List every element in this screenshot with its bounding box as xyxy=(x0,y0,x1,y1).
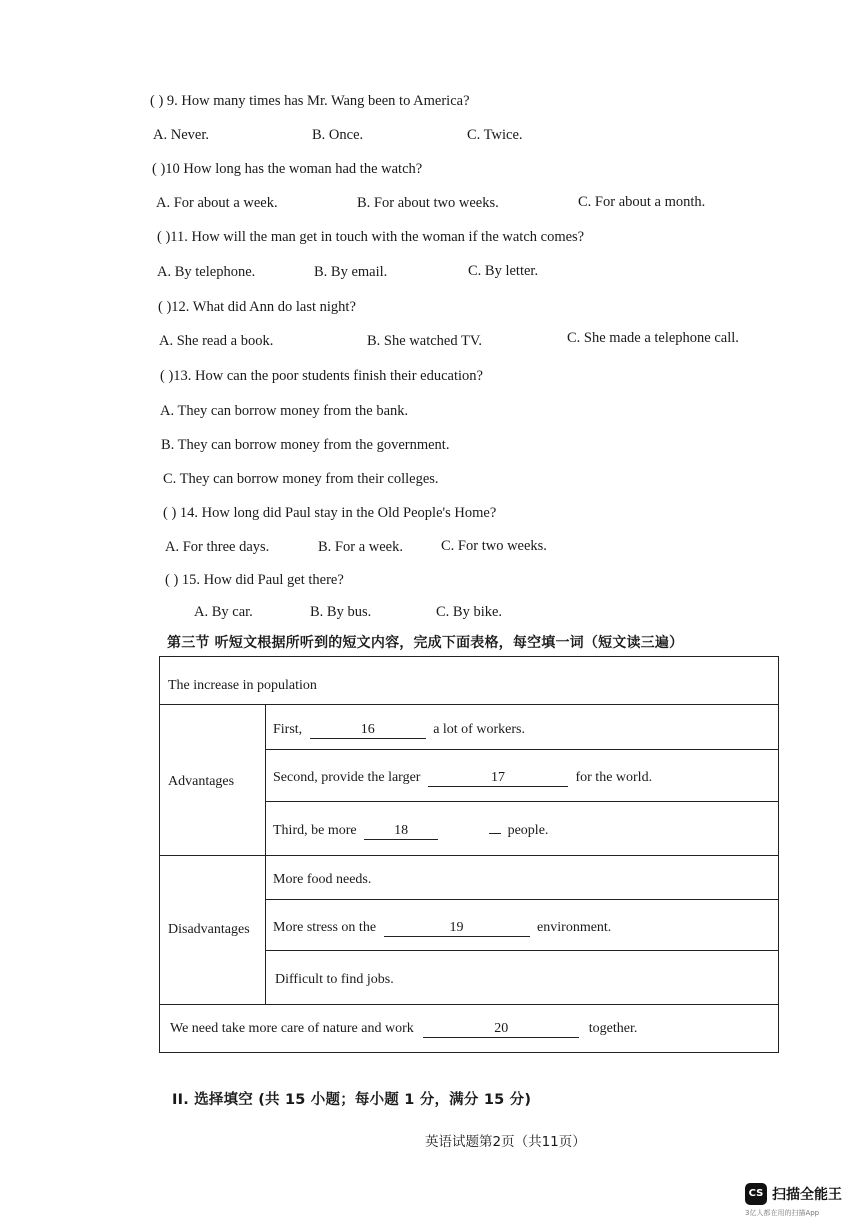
question-11: ( )11. How will the man get in touch with the woman if the watch comes? xyxy=(157,229,585,245)
row-text: Third, be more xyxy=(273,823,357,838)
question-12: ( )12. What did Ann do last night? xyxy=(158,299,356,315)
q15-option-b: B. By bus. xyxy=(310,604,372,620)
question-15: ( ) 15. How did Paul get there? xyxy=(165,572,344,588)
q14-option-b: B. For a week. xyxy=(318,539,403,555)
disadvantage-row-2 xyxy=(273,919,611,937)
q10-option-b: B. For about two weeks. xyxy=(357,195,499,211)
advantage-row-2 xyxy=(273,769,652,787)
q12-option-a: A. She read a book. xyxy=(159,333,274,349)
section-2-heading: II. 选择填空 (共 15 小题；每小题 1 分，满分 15 分) xyxy=(172,1092,532,1108)
q11-option-a: A. By telephone. xyxy=(157,264,256,280)
q11-option-c: C. By letter. xyxy=(468,263,539,279)
section-3-heading: 第三节 听短文根据所听到的短文内容，完成下面表格，每空填一词（短文读三遍） xyxy=(167,635,684,651)
q9-option-c: C. Twice. xyxy=(467,127,523,143)
conclusion-row xyxy=(170,1020,637,1038)
row-text: More stress on the xyxy=(273,920,377,935)
watermark-subtitle: 3亿人都在用的扫描App xyxy=(745,1209,820,1217)
table-rule xyxy=(160,704,778,705)
q15-option-a: A. By car. xyxy=(194,604,253,620)
blank-17: 17 xyxy=(428,770,568,787)
blank-16: 16 xyxy=(310,722,426,739)
q14-option-c: C. For two weeks. xyxy=(441,538,547,554)
camscanner-watermark xyxy=(745,1181,855,1217)
blank-18-tail xyxy=(489,833,501,834)
q9-option-b: B. Once. xyxy=(312,127,364,143)
watermark-title: 扫描全能王 xyxy=(772,1187,842,1203)
question-14: ( ) 14. How long did Paul stay in the Old People's Home? xyxy=(163,505,497,521)
disadvantage-row-1: More food needs. xyxy=(273,872,372,887)
disadvantages-label: Disadvantages xyxy=(168,922,250,937)
row-text: We need take more care of nature and work xyxy=(170,1021,414,1036)
table-column-divider xyxy=(265,704,266,1004)
q13-option-a: A. They can borrow money from the bank. xyxy=(160,403,409,419)
row-text: environment. xyxy=(537,920,612,935)
question-13: ( )13. How can the poor students finish their education? xyxy=(160,368,483,384)
row-text: Second, provide the larger xyxy=(273,770,421,785)
table-rule xyxy=(265,749,778,750)
q15-option-c: C. By bike. xyxy=(436,604,503,620)
row-text: First, xyxy=(273,722,303,737)
row-text: for the world. xyxy=(575,770,653,785)
q13-option-b: B. They can borrow money from the government. xyxy=(161,437,450,453)
advantages-label: Advantages xyxy=(168,774,235,789)
blank-18: 18 xyxy=(364,823,438,840)
row-text: a lot of workers. xyxy=(433,722,525,737)
disadvantage-row-3: Difficult to find jobs. xyxy=(275,972,394,987)
table-rule xyxy=(160,1004,778,1005)
camscanner-logo-icon: CS xyxy=(745,1183,767,1205)
q10-option-a: A. For about a week. xyxy=(156,195,278,211)
blank-20: 20 xyxy=(423,1021,579,1038)
advantage-row-1 xyxy=(273,721,525,739)
question-10: ( )10 How long has the woman had the watch? xyxy=(152,161,423,177)
row-text: together. xyxy=(588,1021,638,1036)
q13-option-c: C. They can borrow money from their colleges. xyxy=(163,471,439,487)
q11-option-b: B. By email. xyxy=(314,264,388,280)
population-table xyxy=(159,656,779,1053)
blank-19: 19 xyxy=(384,920,530,937)
q12-option-c: C. She made a telephone call. xyxy=(567,330,739,346)
table-title: The increase in population xyxy=(168,678,317,693)
table-rule xyxy=(265,899,778,900)
q12-option-b: B. She watched TV. xyxy=(367,333,483,349)
q9-option-a: A. Never. xyxy=(153,127,209,143)
q14-option-a: A. For three days. xyxy=(165,539,270,555)
table-rule xyxy=(265,801,778,802)
question-9: ( ) 9. How many times has Mr. Wang been to America? xyxy=(150,93,470,109)
q10-option-c: C. For about a month. xyxy=(578,194,706,210)
table-rule xyxy=(265,950,778,951)
table-rule xyxy=(160,855,778,856)
page-footer: 英语试题第2页（共11页） xyxy=(425,1134,586,1150)
advantage-row-3 xyxy=(273,822,548,840)
row-text: people. xyxy=(507,823,549,838)
